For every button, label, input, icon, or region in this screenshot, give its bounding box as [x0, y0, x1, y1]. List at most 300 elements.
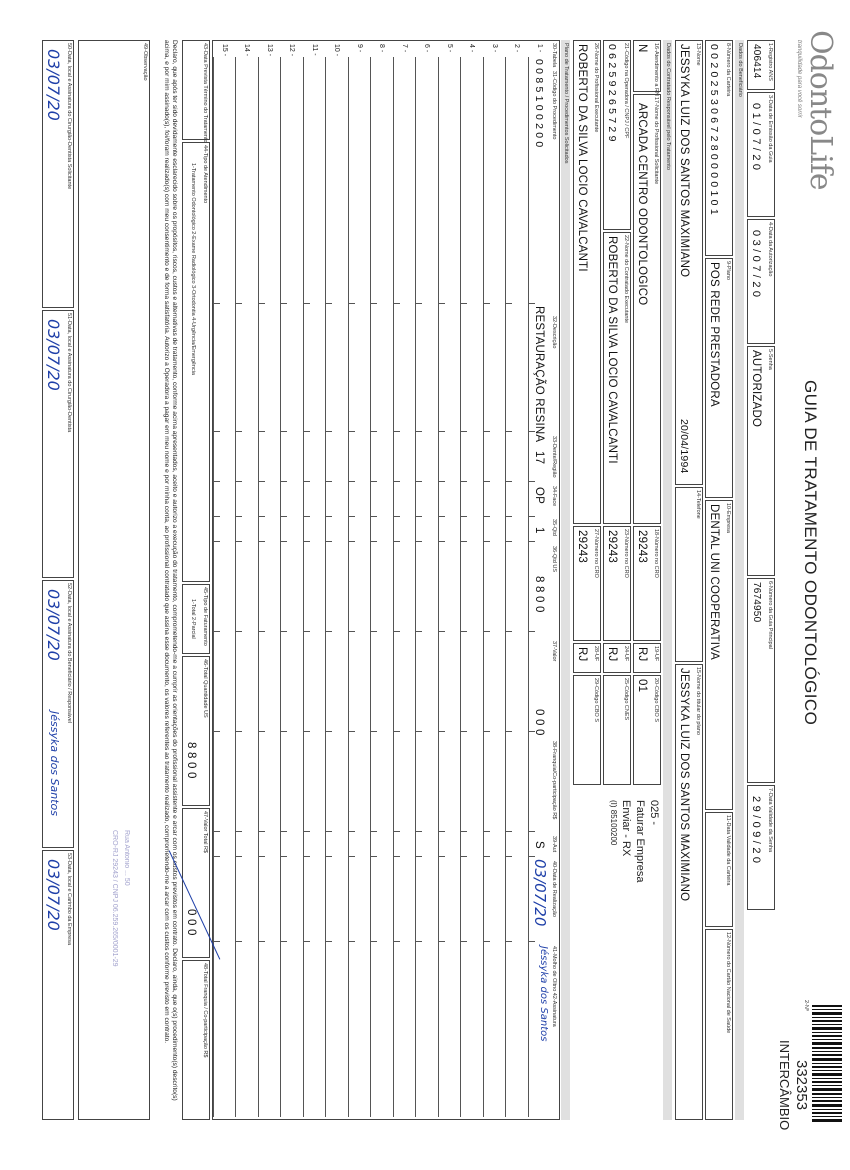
row-line [461, 57, 462, 1117]
field-49-label: 49-Observação [142, 43, 148, 81]
stamp-line-1: Rua Antonio ... 50 [123, 830, 130, 886]
column-tick [507, 731, 513, 732]
row-number: 7 - [401, 44, 408, 53]
row-number: 8 - [378, 44, 386, 53]
field-48 [182, 960, 210, 1120]
row-line [438, 57, 439, 1117]
field-43-label: 43-Data Prevista Término do Tratamento [202, 43, 208, 143]
column-tick [237, 431, 243, 432]
field-26-label: 26-Nome do Profissional Executante [593, 43, 599, 133]
column-tick [237, 856, 243, 857]
field-13 [675, 40, 703, 485]
field-17 [633, 94, 661, 524]
column-tick [439, 631, 445, 632]
field-15 [675, 664, 703, 1120]
field-44 [182, 142, 210, 582]
field-16-label: 16-Atendimento a RN [653, 43, 659, 96]
column-tick [214, 481, 220, 482]
column-tick [259, 856, 265, 857]
column-tick [259, 431, 265, 432]
column-tick [507, 941, 513, 942]
column-tick [462, 856, 468, 857]
field-22 [603, 232, 631, 524]
column-tick [507, 516, 513, 517]
field-7-value: 2 9 / 0 9 / 2 0 [750, 796, 762, 864]
column-tick [349, 856, 355, 857]
field-6 [747, 578, 775, 783]
field-52 [42, 580, 74, 848]
field-24-value: RJ [606, 647, 618, 662]
row-number: 6 - [423, 44, 431, 53]
column-tick [259, 941, 265, 942]
column-tick [484, 541, 490, 542]
declaration-text: Declaro, que após ter sido devidamente esclarecido sobre os propósitos, riscos, custos e alternativas de tratamento, conforme acima apresentados, aceito e autorizo a execução do tratamento, comprometendo-me a cumprir as orientações do profissional assistente e arcar com os custos previstos em contrato. Declaro, ainda, que o(s) procedimento(s) descrito(s) acima, e por mim assinado(s), foi/foram realizado(s) com meu consentimento e de forma satisfatória. Autorizo a Operadora a pagar em meu nome e por minha conta, ao profissional contratado que assina esse documento, os valores referentes ao tratamento realizado, comprometendo-me a arcar com os custos conforme previsto em contrato. [162, 40, 178, 1101]
header-face: 34-Face [551, 486, 557, 507]
column-tick [372, 731, 378, 732]
column-tick [462, 431, 468, 432]
field-9-label: 9-Plano [725, 261, 731, 280]
column-tick [282, 303, 288, 304]
field-13-date: 20/04/1994 [678, 419, 690, 474]
guide-number: 332353 [793, 1060, 810, 1111]
header-codigo: 31-Código do Procedimento [551, 71, 557, 140]
field-21 [603, 40, 631, 230]
field-11 [705, 812, 733, 927]
column-tick [439, 856, 445, 857]
row-line [416, 57, 417, 1117]
column-tick [327, 941, 333, 942]
column-tick [237, 831, 243, 832]
field-15-value: JESSYKA LUIZ DOS SANTOS MAXIMIANO [678, 668, 690, 902]
field-43 [182, 40, 210, 143]
header-dente: 33-Dente/Região [551, 436, 557, 478]
field-9-value: POS REDE PRESTADORA [708, 262, 720, 407]
field-44-options: 1-Tratamento Odontológico 2-Exame Radiológico 3-Ortodontia 4-Urgência/Emergência [190, 163, 196, 375]
field-17-label: 17-Nome do Profissional Solicitante [653, 97, 659, 185]
field-16-value: N [636, 44, 648, 53]
column-tick [462, 303, 468, 304]
column-tick [327, 541, 333, 542]
row-line [483, 57, 484, 1117]
column-tick [237, 303, 243, 304]
column-tick [394, 856, 400, 857]
column-tick [529, 631, 535, 632]
guide-number-label: 2-Nº [803, 1000, 809, 1011]
column-tick [214, 831, 220, 832]
field-47-value: 0 0 0 [185, 909, 197, 936]
field-28 [573, 643, 601, 673]
header-assinatura: 41-Molho de Oltno 42-Assinatura [551, 946, 557, 1027]
field-25 [603, 675, 631, 785]
column-tick [507, 541, 513, 542]
column-tick [529, 831, 535, 832]
field-24-label: 24-UF [623, 646, 629, 662]
column-tick [484, 303, 490, 304]
column-tick [484, 431, 490, 432]
field-22-label: 22-Nome do Contratado Executante [623, 235, 629, 324]
row-number: 2 - [513, 44, 521, 53]
column-tick [507, 303, 513, 304]
column-tick [259, 516, 265, 517]
row-line [506, 57, 507, 1117]
field-19-label: 19-UF [653, 646, 659, 662]
column-tick [372, 481, 378, 482]
column-tick [462, 831, 468, 832]
column-tick [237, 516, 243, 517]
row-1-signature: Jéssyka dos Santos [538, 946, 549, 1042]
column-tick [394, 731, 400, 732]
field-7-label: 7-Data Validade da Senha [767, 788, 773, 853]
row-1-face: OP [533, 487, 545, 505]
column-tick [282, 941, 288, 942]
column-tick [462, 631, 468, 632]
field-28-label: 28-UF [593, 646, 599, 662]
column-tick [529, 941, 535, 942]
field-47-label: 47-Valor Total R$ [202, 811, 208, 853]
column-tick [372, 941, 378, 942]
column-tick [349, 481, 355, 482]
column-tick [304, 856, 310, 857]
row-1-num: 1 - [536, 44, 543, 53]
row-line [393, 57, 394, 1117]
header-valor: 37-Valor [551, 641, 557, 662]
header-qtd: 35-Qtd [551, 519, 557, 536]
column-tick [439, 541, 445, 542]
column-tick [282, 516, 288, 517]
page-title: GUIA DE TRATAMENTO ODONTOLÓGICO [801, 380, 820, 726]
column-tick [417, 631, 423, 632]
field-53-value: 03/07/20 [44, 859, 63, 931]
field-27 [573, 526, 601, 641]
column-tick [214, 516, 220, 517]
stamp-line-2: CRO-RJ 29243 / CNPJ 06.259.265/0001-29 [111, 830, 118, 967]
field-25-label: 25-Código CNES [623, 678, 629, 721]
field-50-value: 03/07/20 [44, 49, 63, 121]
column-tick [304, 516, 310, 517]
column-tick [394, 303, 400, 304]
header-franquia: 38-Franquia/Co-participação R$ [551, 741, 557, 820]
row-line [236, 57, 237, 1117]
field-3 [747, 92, 775, 217]
column-tick [417, 541, 423, 542]
column-tick [439, 481, 445, 482]
field-15-label: 15-Nome do titular do plano [695, 667, 701, 735]
column-tick [327, 631, 333, 632]
field-10 [705, 500, 733, 810]
field-10-label: 10-Empresa [725, 503, 731, 533]
field-12 [705, 929, 733, 1120]
barcode-icon [812, 1005, 842, 1125]
column-tick [214, 731, 220, 732]
column-tick [327, 481, 333, 482]
column-tick [417, 731, 423, 732]
row-1-aut: S [533, 841, 545, 849]
row-number: 14 - [243, 44, 251, 57]
row-line [326, 57, 327, 1117]
header-qtd-us: 36-Qtd US [551, 546, 557, 572]
column-tick [282, 731, 288, 732]
field-24 [603, 643, 631, 673]
row-line [258, 57, 259, 1117]
field-13-label: 13-Nome [695, 43, 701, 66]
field-50 [42, 40, 74, 308]
column-tick [417, 516, 423, 517]
column-tick [484, 516, 490, 517]
row-number: 3 - [491, 44, 498, 53]
row-line [528, 57, 529, 1117]
field-26-value: ROBERTO DA SILVA LOCIO CAVALCANTI [576, 44, 588, 272]
column-tick [349, 431, 355, 432]
column-tick [417, 941, 423, 942]
column-tick [237, 631, 243, 632]
column-tick [372, 831, 378, 832]
column-tick [439, 831, 445, 832]
column-tick [417, 303, 423, 304]
header-data-realizacao: 40-Data de Realização [551, 861, 557, 917]
header-aut: 39-Aut [551, 836, 557, 853]
field-47 [182, 808, 210, 958]
logo: OdontoLife [803, 30, 838, 190]
column-tick [282, 541, 288, 542]
row-line [348, 57, 349, 1117]
column-tick [259, 731, 265, 732]
column-tick [507, 481, 513, 482]
field-13-value: JESSYKA LUIZ DOS SANTOS MAXIMIANO [678, 44, 690, 278]
field-5 [747, 346, 775, 576]
field-46-value: 8 8 0 0 [185, 742, 197, 779]
field-21-label: 21-Código na Operadora / CNPJ / CPF [623, 43, 629, 139]
field-1-label: 1-Registro ANS [767, 43, 773, 81]
column-tick [282, 481, 288, 482]
column-tick [394, 941, 400, 942]
field-11-label: 11-Data Validade da Carteira [725, 815, 731, 886]
field-20-label: 20-Código CBO S [653, 678, 659, 723]
column-tick [304, 631, 310, 632]
column-tick [327, 731, 333, 732]
field-4-label: 4-Data da Autorização [767, 222, 773, 277]
column-tick [372, 431, 378, 432]
column-tick [439, 516, 445, 517]
row-1-code: 0 0 8 5 1 0 0 2 0 0 [533, 59, 545, 148]
header-descricao: 32-Descrição [551, 316, 557, 349]
field-20 [633, 675, 661, 785]
row-number: 10 - [333, 44, 341, 57]
column-tick [304, 731, 310, 732]
procedures-table [212, 40, 560, 1120]
column-tick [327, 831, 333, 832]
row-1-tooth: 17 [533, 451, 545, 465]
column-tick [327, 856, 333, 857]
column-tick [484, 731, 490, 732]
field-51-label: 51-Data, local e Assinatura do Cirurgião-Dentista [66, 313, 72, 433]
column-tick [507, 831, 513, 832]
column-tick [282, 831, 288, 832]
column-tick [484, 481, 490, 482]
column-tick [282, 431, 288, 432]
column-tick [394, 541, 400, 542]
column-tick [394, 481, 400, 482]
field-48-label: 48-Total Franquia / Co-participação R$ [202, 963, 208, 1058]
column-tick [349, 631, 355, 632]
field-16 [633, 40, 661, 96]
column-tick [372, 631, 378, 632]
field-44-label: 44-Tipo de Atendimento [202, 145, 208, 204]
column-tick [304, 303, 310, 304]
field-45-label: 45-Tipo de Faturamento [202, 587, 208, 646]
column-tick [372, 541, 378, 542]
column-tick [237, 481, 243, 482]
field-9 [705, 258, 733, 498]
column-tick [349, 731, 355, 732]
column-tick [507, 431, 513, 432]
row-line [213, 57, 214, 1117]
column-tick [439, 431, 445, 432]
field-23-value: 29243 [606, 530, 618, 563]
field-52-signature: Jéssyka dos Santos [48, 711, 61, 816]
column-tick [462, 516, 468, 517]
field-18 [633, 526, 661, 641]
field-53 [42, 850, 74, 1120]
column-tick [214, 856, 220, 857]
column-tick [214, 631, 220, 632]
column-tick [484, 856, 490, 857]
column-tick [394, 831, 400, 832]
field-23 [603, 526, 631, 641]
header-tabela: 30-Tabela [551, 43, 557, 68]
column-tick [462, 541, 468, 542]
column-tick [349, 516, 355, 517]
field-3-label: 3-Data de Emissão da Guia [767, 95, 773, 163]
column-tick [462, 731, 468, 732]
column-tick [484, 631, 490, 632]
field-23-label: 23-Número no CRO [623, 529, 629, 578]
field-18-label: 18-Número no CRO [653, 529, 659, 578]
field-28-value: RJ [576, 647, 588, 662]
field-18-value: 29243 [636, 530, 648, 563]
field-4 [747, 219, 775, 344]
field-10-value: DENTAL UNI COOPERATIVA [708, 504, 720, 661]
row-line [371, 57, 372, 1117]
row-number: 9 - [356, 44, 363, 53]
column-tick [237, 941, 243, 942]
field-46 [182, 656, 210, 806]
column-tick [259, 303, 265, 304]
row-number: 15 - [221, 44, 228, 57]
column-tick [237, 541, 243, 542]
row-number: 5 - [446, 44, 453, 53]
row-1-qty: 1 [533, 527, 545, 534]
column-tick [349, 541, 355, 542]
column-tick [507, 631, 513, 632]
column-tick [282, 631, 288, 632]
row-1-qty-us: 8 8 0 0 [533, 576, 545, 613]
column-tick [304, 431, 310, 432]
row-line [281, 57, 282, 1117]
column-tick [304, 481, 310, 482]
column-tick [282, 856, 288, 857]
column-tick [394, 431, 400, 432]
column-tick [529, 856, 535, 857]
column-tick [327, 431, 333, 432]
column-tick [214, 431, 220, 432]
column-tick [462, 941, 468, 942]
field-3-value: 0 1 / 0 7 / 2 0 [750, 103, 762, 171]
field-29 [573, 675, 601, 785]
column-tick [529, 541, 535, 542]
column-tick [304, 941, 310, 942]
note-code: 025 - [648, 800, 660, 826]
section-contratado: Dados do Contratado Responsável pelo Tratamento [663, 40, 672, 1120]
field-4-value: 0 3 / 0 7 / 2 0 [750, 230, 762, 298]
column-tick [304, 541, 310, 542]
field-19-value: RJ [636, 647, 648, 662]
field-45-options: 1-Total 2-Parcial [190, 599, 196, 639]
column-tick [439, 303, 445, 304]
column-tick [484, 941, 490, 942]
section-procedimentos: Plano de Tratamento / Procedimentos Solicitados [561, 40, 570, 1120]
field-1-value: 406414 [751, 44, 762, 79]
column-tick [439, 941, 445, 942]
row-number: 11 - [311, 44, 318, 56]
field-52-value: 03/07/20 [44, 589, 63, 661]
row-1-date: 03/07/20 [531, 859, 549, 927]
column-tick [439, 731, 445, 732]
field-26 [573, 40, 601, 524]
column-tick [259, 541, 265, 542]
column-tick [214, 941, 220, 942]
field-1 [747, 40, 775, 90]
field-27-label: 27-Número no CRO [593, 529, 599, 578]
field-12-label: 12-Número do Cartão Nacional de Saúde [725, 932, 731, 1034]
note-ref: (I) 85100200 [609, 800, 618, 846]
row-number: 12 - [288, 44, 296, 57]
column-tick [259, 631, 265, 632]
column-tick [484, 831, 490, 832]
guide-type: INTERCÂMBIO [777, 1040, 792, 1131]
field-7 [747, 785, 775, 910]
column-tick [507, 856, 513, 857]
field-5-label: 5-Senha [767, 349, 773, 370]
field-51 [42, 310, 74, 578]
field-46-label: 46-Total Quantidade US [202, 659, 208, 718]
column-tick [259, 831, 265, 832]
row-1-value: 0 0 0 [533, 709, 545, 736]
field-21-value: 0 6 2 5 9 2 6 5 7 2 9 [606, 44, 618, 142]
field-5-value: AUTORIZADO [750, 350, 762, 428]
column-tick [372, 303, 378, 304]
field-8-value: 0 0 2 0 2 5 3 0 6 7 2 8 0 0 0 0 1 0 1 [708, 44, 720, 215]
field-8 [705, 40, 733, 256]
field-14-label: 14-Telefone [695, 490, 701, 519]
column-tick [214, 303, 220, 304]
field-8-label: 8-Número da Carteira [725, 43, 731, 97]
column-tick [417, 831, 423, 832]
field-29-label: 29-Código CBO S [593, 678, 599, 723]
column-tick [327, 303, 333, 304]
column-tick [462, 481, 468, 482]
field-17-value: ARCADA CENTRO ODONTOLOGICO [636, 103, 648, 306]
column-tick [349, 831, 355, 832]
column-tick [417, 431, 423, 432]
column-tick [237, 731, 243, 732]
field-20-value: 01 [636, 679, 648, 693]
barcode [812, 1005, 842, 1125]
field-52-label: 52-Data, local e Assinatura do Beneficiário / Responsável [66, 583, 72, 724]
column-tick [394, 516, 400, 517]
column-tick [529, 731, 535, 732]
column-tick [417, 481, 423, 482]
column-tick [529, 481, 535, 482]
